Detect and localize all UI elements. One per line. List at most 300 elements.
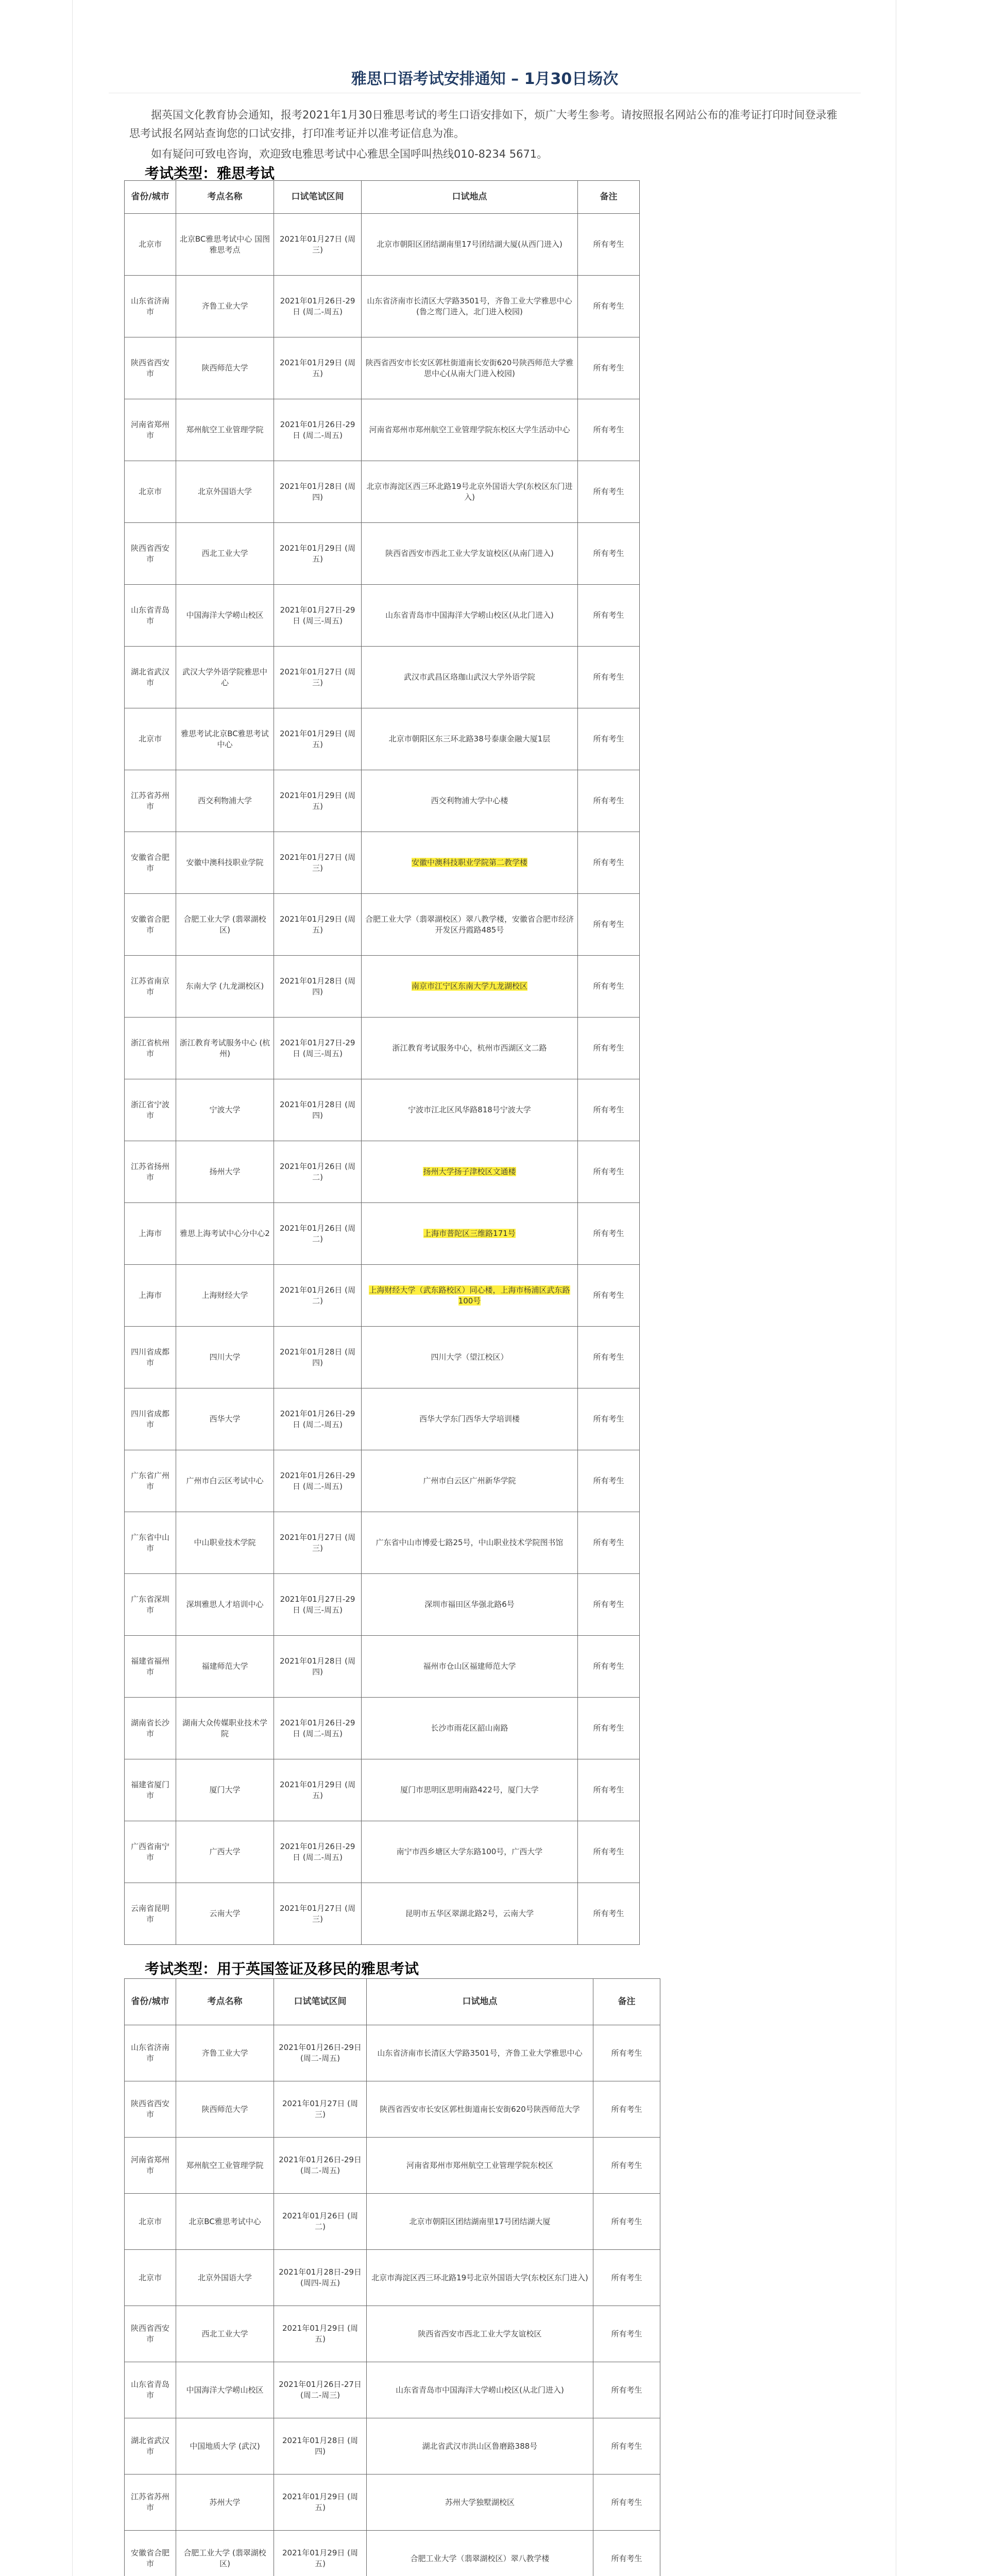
cell-text: 北京市 <box>138 2216 162 2226</box>
remark-cell <box>593 2194 660 2250</box>
table-row <box>125 1203 640 1265</box>
oral-test-location-cell <box>362 1203 578 1265</box>
remark-cell <box>593 2138 660 2194</box>
cell-text: 2021年01月26日-29日 (周二-周五) <box>280 419 355 440</box>
test-date-cell <box>274 1512 362 1574</box>
test-date-cell <box>274 2531 367 2576</box>
venue-name-cell <box>176 523 274 585</box>
oral-test-location-cell <box>362 1079 578 1141</box>
remark-cell <box>578 647 640 708</box>
venue-name-cell <box>176 647 274 708</box>
column-header: 考点名称 <box>176 1979 274 2025</box>
venue-name-cell <box>176 2081 274 2138</box>
cell-text: 北京市海淀区西三环北路19号北京外国语大学(东校区东门进入) <box>371 2273 588 2282</box>
venue-name-cell <box>176 276 274 337</box>
test-date-cell <box>274 2025 367 2081</box>
cell-text: 山东省青岛市中国海洋大学崂山校区(从北门进入) <box>396 2385 564 2395</box>
cell-text: 山东省济南市长清区大学路3501号，齐鲁工业大学雅思中心 <box>377 2048 583 2058</box>
cell-text: 中国海洋大学崂山校区 <box>186 2385 264 2395</box>
cell-text: 北京市朝阳区东三环北路38号泰康金融大厦1层 <box>388 734 551 743</box>
cell-text: 湖南大众传媒职业技术学院 <box>182 1718 267 1738</box>
cell-text: 2021年01月28日 (周四) <box>280 976 355 996</box>
oral-test-location-cell <box>362 1450 578 1512</box>
cell-text: 合肥工业大学 (翡翠湖校区) <box>183 2548 266 2568</box>
cell-text: 安徽中澳科技职业学院第二教学楼 <box>411 858 527 867</box>
cell-text: 西交利物浦大学中心楼 <box>431 796 508 805</box>
oral-test-location-cell <box>362 1883 578 1945</box>
cell-text: 所有考生 <box>593 734 624 743</box>
cell-text: 北京市 <box>138 2273 162 2282</box>
cell-text: 安徽省合肥市 <box>130 914 169 935</box>
cell-text: 2021年01月28日-29日 (周四-周五) <box>279 2267 362 2287</box>
cell-text: 福州市仓山区福建师范大学 <box>423 1662 516 1671</box>
remark-cell <box>578 337 640 399</box>
cell-text: 2021年01月28日 (周四) <box>282 2436 358 2456</box>
remark-cell <box>578 1821 640 1883</box>
province-city-cell <box>125 1450 176 1512</box>
test-date-cell <box>274 708 362 770</box>
province-city-cell <box>125 1141 176 1203</box>
venue-name-cell <box>176 1018 274 1079</box>
venue-name-cell <box>176 1574 274 1636</box>
table-row <box>125 2362 660 2418</box>
venue-name-cell <box>176 1512 274 1574</box>
cell-text: 陕西省西安市 <box>130 358 169 378</box>
remark-cell <box>578 1698 640 1759</box>
cell-text: 2021年01月28日 (周四) <box>280 1347 355 1367</box>
test-date-cell <box>274 1883 362 1945</box>
oral-test-location-cell <box>362 337 578 399</box>
cell-text: 上海财经大学（武东路校区）同心楼，上海市杨浦区武东路100号 <box>369 1285 570 1306</box>
oral-test-location-cell <box>362 770 578 832</box>
cell-text: 2021年01月26日-29日 (周二-周五) <box>280 1470 355 1491</box>
province-city-cell <box>125 523 176 585</box>
cell-text: 西交利物浦大学 <box>197 796 252 805</box>
test-date-cell <box>274 1759 362 1821</box>
cell-text: 四川大学（望江校区） <box>431 1352 508 1362</box>
oral-test-location-cell <box>362 1574 578 1636</box>
cell-text: 广西大学 <box>209 1847 241 1856</box>
cell-text: 广东省广州市 <box>130 1470 169 1491</box>
test-date-cell <box>274 399 362 461</box>
cell-text: 2021年01月26日-29日 (周二-周五) <box>279 2155 362 2175</box>
cell-text: 云南省昆明市 <box>130 1903 169 1924</box>
cell-text: 所有考生 <box>593 487 624 496</box>
oral-test-location-cell <box>362 1821 578 1883</box>
cell-text: 北京外国语大学 <box>197 2273 252 2282</box>
cell-text: 2021年01月29日 (周五) <box>282 2324 358 2344</box>
cell-text: 2021年01月26日 (周二) <box>280 1223 355 1244</box>
table-row <box>125 1883 640 1945</box>
test-date-cell <box>274 1698 362 1759</box>
remark-cell <box>578 1574 640 1636</box>
venue-name-cell <box>176 2531 274 2576</box>
venue-name-cell <box>176 770 274 832</box>
table-row <box>125 708 640 770</box>
cell-text: 宁波市江北区风华路818号宁波大学 <box>408 1105 531 1114</box>
remark-cell <box>578 585 640 647</box>
remark-cell <box>578 1265 640 1327</box>
cell-text: 2021年01月27日 (周三) <box>280 1903 355 1924</box>
cell-text: 宁波大学 <box>209 1105 241 1114</box>
cell-text: 2021年01月29日 (周五) <box>280 728 355 749</box>
remark-cell <box>578 1883 640 1945</box>
province-city-cell <box>125 832 176 894</box>
table-row <box>125 399 640 461</box>
remark-cell <box>578 1388 640 1450</box>
province-city-cell <box>125 1018 176 1079</box>
cell-text: 所有考生 <box>593 1785 624 1794</box>
table-row <box>125 894 640 956</box>
cell-text: 河南省郑州市 <box>130 2155 169 2175</box>
cell-text: 所有考生 <box>593 796 624 805</box>
column-header: 口试地点 <box>362 181 578 214</box>
table-row <box>125 585 640 647</box>
cell-text: 山东省青岛市 <box>130 2380 169 2400</box>
cell-text: 2021年01月29日 (周五) <box>282 2492 358 2512</box>
cell-text: 四川省成都市 <box>130 1409 169 1429</box>
cell-text: 北京外国语大学 <box>197 487 252 496</box>
test-date-cell <box>274 2194 367 2250</box>
cell-text: 所有考生 <box>611 2329 642 2338</box>
cell-text: 所有考生 <box>593 1476 624 1485</box>
cell-text: 2021年01月27日 (周三) <box>280 234 355 255</box>
oral-test-location-cell <box>367 2362 593 2418</box>
cell-text: 陕西省西安市长安区郭杜街道南长安街620号陕西师范大学 <box>380 2104 580 2114</box>
table-row <box>125 2138 660 2194</box>
column-header: 口试笔试区间 <box>274 181 362 214</box>
cell-text: 西华大学 <box>209 1414 241 1423</box>
cell-text: 雅思考试北京BC雅思考试中心 <box>181 728 269 749</box>
cell-text: 所有考生 <box>593 1043 624 1053</box>
remark-cell <box>578 1327 640 1388</box>
test-date-cell <box>274 647 362 708</box>
cell-text: 山东省青岛市中国海洋大学崂山校区(从北门进入) <box>385 611 554 620</box>
remark-cell <box>593 2531 660 2576</box>
oral-test-location-cell <box>362 832 578 894</box>
oral-test-location-cell <box>362 708 578 770</box>
test-date-cell <box>274 1574 362 1636</box>
oral-test-location-cell <box>362 214 578 276</box>
cell-text: 所有考生 <box>611 2497 642 2507</box>
ukvi-schedule-table <box>124 1978 660 2576</box>
oral-test-location-cell <box>362 894 578 956</box>
cell-text: 2021年01月27日 (周三) <box>280 1532 355 1553</box>
province-city-cell <box>125 770 176 832</box>
province-city-cell <box>125 2418 176 2475</box>
cell-text: 陕西省西安市西北工业大学友谊校区(从南门进入) <box>385 549 554 558</box>
cell-text: 所有考生 <box>611 2160 642 2170</box>
venue-name-cell <box>176 585 274 647</box>
cell-text: 2021年01月27日-29日 (周三-周五) <box>280 1594 355 1615</box>
cell-text: 山东省济南市 <box>130 296 169 316</box>
oral-test-location-cell <box>362 1388 578 1450</box>
cell-text: 所有考生 <box>593 1847 624 1856</box>
province-city-cell <box>125 956 176 1018</box>
test-date-cell <box>274 1327 362 1388</box>
cell-text: 南宁市西乡塘区大学东路100号，广西大学 <box>396 1847 543 1856</box>
oral-test-location-cell <box>367 2081 593 2138</box>
cell-text: 齐鲁工业大学 <box>201 2048 248 2058</box>
table-row <box>125 956 640 1018</box>
oral-test-location-cell <box>362 1265 578 1327</box>
province-city-cell <box>125 2250 176 2306</box>
cell-text: 深圳市福田区华强北路6号 <box>424 1600 515 1609</box>
venue-name-cell <box>176 2250 274 2306</box>
cell-text: 安徽省合肥市 <box>130 852 169 873</box>
cell-text: 所有考生 <box>593 611 624 620</box>
cell-text: 厦门大学 <box>209 1785 241 1794</box>
cell-text: 所有考生 <box>593 1414 624 1423</box>
cell-text: 合肥工业大学（翡翠湖校区）翠八教学楼 <box>410 2553 550 2563</box>
cell-text: 武汉市武昌区珞珈山武汉大学外语学院 <box>403 672 535 682</box>
cell-text: 所有考生 <box>593 920 624 929</box>
province-city-cell <box>125 585 176 647</box>
venue-name-cell <box>176 461 274 523</box>
cell-text: 所有考生 <box>593 1291 624 1300</box>
remark-cell <box>593 2475 660 2531</box>
cell-text: 所有考生 <box>593 858 624 867</box>
test-date-cell <box>274 1079 362 1141</box>
cell-text: 西华大学东门西华大学培训楼 <box>419 1414 520 1423</box>
cell-text: 陕西省西安市 <box>130 2099 169 2119</box>
province-city-cell <box>125 214 176 276</box>
test-date-cell <box>274 2306 367 2362</box>
oral-test-location-cell <box>362 276 578 337</box>
cell-text: 2021年01月29日 (周五) <box>282 2548 358 2568</box>
province-city-cell <box>125 2081 176 2138</box>
cell-text: 郑州航空工业管理学院 <box>186 425 264 434</box>
test-date-cell <box>274 585 362 647</box>
venue-name-cell <box>176 708 274 770</box>
table-row <box>125 214 640 276</box>
test-date-cell <box>274 2081 367 2138</box>
cell-text: 河南省郑州市郑州航空工业管理学院东校区 <box>406 2160 553 2170</box>
cell-text: 2021年01月29日 (周五) <box>280 358 355 378</box>
table-row <box>125 1512 640 1574</box>
cell-text: 所有考生 <box>593 1352 624 1362</box>
cell-text: 河南省郑州市 <box>130 419 169 440</box>
table-row <box>125 832 640 894</box>
province-city-cell <box>125 1821 176 1883</box>
cell-text: 湖北省武汉市 <box>130 2436 169 2456</box>
venue-name-cell <box>176 1759 274 1821</box>
test-date-cell <box>274 956 362 1018</box>
remark-cell <box>578 1512 640 1574</box>
test-date-cell <box>274 461 362 523</box>
cell-text: 所有考生 <box>593 1105 624 1114</box>
test-date-cell <box>274 1821 362 1883</box>
remark-cell <box>593 2362 660 2418</box>
cell-text: 合肥工业大学（翡翠湖校区）翠八教学楼，安徽省合肥市经济开发区丹霞路485号 <box>365 914 574 935</box>
column-header: 考点名称 <box>176 181 274 214</box>
page-container <box>72 0 896 2576</box>
cell-text: 陕西省西安市西北工业大学友谊校区 <box>418 2329 542 2338</box>
remark-cell <box>578 956 640 1018</box>
oral-test-location-cell <box>367 2138 593 2194</box>
province-city-cell <box>125 1512 176 1574</box>
table-row <box>125 1388 640 1450</box>
cell-text: 浙江教育考试服务中心 (杭州) <box>179 1038 270 1058</box>
province-city-cell <box>125 1759 176 1821</box>
province-city-cell <box>125 1265 176 1327</box>
cell-text: 北京市 <box>138 487 162 496</box>
province-city-cell <box>125 276 176 337</box>
cell-text: 所有考生 <box>611 2553 642 2563</box>
remark-cell <box>593 2306 660 2362</box>
cell-text: 北京BC雅思考试中心 <box>189 2216 261 2226</box>
test-date-cell <box>274 1265 362 1327</box>
test-date-cell <box>274 2250 367 2306</box>
cell-text: 所有考生 <box>593 549 624 558</box>
cell-text: 2021年01月29日 (周五) <box>280 790 355 811</box>
venue-name-cell <box>176 1388 274 1450</box>
venue-name-cell <box>176 1327 274 1388</box>
test-date-cell <box>274 1018 362 1079</box>
cell-text: 山东省济南市 <box>130 2043 169 2063</box>
oral-test-location-cell <box>367 2531 593 2576</box>
test-date-cell <box>274 1450 362 1512</box>
cell-text: 所有考生 <box>593 1229 624 1238</box>
cell-text: 江苏省苏州市 <box>130 2492 169 2512</box>
cell-text: 北京市朝阳区团结湖南里17号团结湖大厦 <box>409 2216 551 2226</box>
cell-text: 东南大学 (九龙湖校区) <box>185 981 264 991</box>
cell-text: 北京BC雅思考试中心 国图雅思考点 <box>179 234 270 255</box>
table-row <box>125 2306 660 2362</box>
table-row <box>125 1265 640 1327</box>
cell-text: 2021年01月26日-29日 (周二-周五) <box>280 1409 355 1429</box>
table-row <box>125 1636 640 1698</box>
oral-test-location-cell <box>362 461 578 523</box>
table-row <box>125 276 640 337</box>
cell-text: 2021年01月28日 (周四) <box>280 1099 355 1120</box>
oral-test-location-cell <box>367 2250 593 2306</box>
cell-text: 苏州大学 <box>209 2497 241 2507</box>
section-title-ielts: 考试类型：雅思考试 <box>145 165 275 182</box>
cell-text: 河南省郑州市郑州航空工业管理学院东校区大学生活动中心 <box>369 425 570 434</box>
province-city-cell <box>125 337 176 399</box>
oral-test-location-cell <box>362 1636 578 1698</box>
cell-text: 所有考生 <box>593 363 624 372</box>
cell-text: 山东省青岛市 <box>130 605 169 625</box>
cell-text: 上海市 <box>138 1291 162 1300</box>
cell-text: 云南大学 <box>209 1909 241 1918</box>
cell-text: 2021年01月26日 (周二) <box>280 1161 355 1182</box>
cell-text: 所有考生 <box>593 1538 624 1547</box>
table-row <box>125 2418 660 2475</box>
oral-test-location-cell <box>367 2025 593 2081</box>
cell-text: 2021年01月26日-29日 (周二-周五) <box>279 2043 362 2063</box>
oral-test-location-cell <box>367 2306 593 2362</box>
province-city-cell <box>125 2306 176 2362</box>
column-header: 口试笔试区间 <box>274 1979 367 2025</box>
remark-cell <box>578 399 640 461</box>
oral-test-location-cell <box>362 399 578 461</box>
oral-test-location-cell <box>362 523 578 585</box>
remark-cell <box>578 832 640 894</box>
cell-text: 郑州航空工业管理学院 <box>186 2160 264 2170</box>
cell-text: 福建师范大学 <box>201 1662 248 1671</box>
cell-text: 2021年01月28日 (周四) <box>280 481 355 502</box>
cell-text: 广东省中山市 <box>130 1532 169 1553</box>
cell-text: 浙江省杭州市 <box>130 1038 169 1058</box>
remark-cell <box>578 1759 640 1821</box>
cell-text: 广州市白云区广州新华学院 <box>423 1476 516 1485</box>
table-row <box>125 2081 660 2138</box>
cell-text: 广州市白云区考试中心 <box>186 1476 264 1485</box>
column-header: 省份/城市 <box>125 181 176 214</box>
venue-name-cell <box>176 894 274 956</box>
cell-text: 江苏省扬州市 <box>130 1161 169 1182</box>
cell-text: 所有考生 <box>593 1600 624 1609</box>
cell-text: 北京市 <box>138 734 162 743</box>
column-header: 备注 <box>593 1979 660 2025</box>
province-city-cell <box>125 1388 176 1450</box>
table-row <box>125 1698 640 1759</box>
cell-text: 2021年01月27日 (周三) <box>282 2099 358 2119</box>
remark-cell <box>578 708 640 770</box>
cell-text: 2021年01月26日-29日 (周二-周五) <box>280 1841 355 1862</box>
cell-text: 2021年01月27日-29日 (周三-周五) <box>280 1038 355 1058</box>
oral-test-location-cell <box>362 1141 578 1203</box>
cell-text: 2021年01月28日 (周四) <box>280 1656 355 1676</box>
cell-text: 浙江教育考试服务中心，杭州市西湖区文二路 <box>392 1043 547 1053</box>
table-row <box>125 523 640 585</box>
cell-text: 江苏省南京市 <box>130 976 169 996</box>
cell-text: 所有考生 <box>611 2273 642 2282</box>
cell-text: 昆明市五华区翠湖北路2号，云南大学 <box>405 1909 534 1918</box>
table-row <box>125 2250 660 2306</box>
province-city-cell <box>125 2138 176 2194</box>
cell-text: 2021年01月26日 (周二) <box>280 1285 355 1306</box>
remark-cell <box>593 2081 660 2138</box>
cell-text: 深圳雅思人才培训中心 <box>186 1600 264 1609</box>
cell-text: 广西省南宁市 <box>130 1841 169 1862</box>
venue-name-cell <box>176 1265 274 1327</box>
cell-text: 厦门市思明区思明南路422号，厦门大学 <box>400 1785 539 1794</box>
cell-text: 中山职业技术学院 <box>194 1538 256 1547</box>
venue-name-cell <box>176 2418 274 2475</box>
cell-text: 2021年01月29日 (周五) <box>280 543 355 564</box>
table-row <box>125 2475 660 2531</box>
province-city-cell <box>125 1636 176 1698</box>
test-date-cell <box>274 337 362 399</box>
cell-text: 所有考生 <box>593 672 624 682</box>
cell-text: 2021年01月26日 (周二) <box>282 2211 358 2231</box>
venue-name-cell <box>176 2025 274 2081</box>
province-city-cell <box>125 1327 176 1388</box>
cell-text: 2021年01月29日 (周五) <box>280 914 355 935</box>
oral-test-location-cell <box>367 2418 593 2475</box>
oral-test-location-cell <box>362 956 578 1018</box>
oral-test-location-cell <box>367 2475 593 2531</box>
cell-text: 雅思上海考试中心分中心2 <box>180 1229 270 1238</box>
remark-cell <box>578 894 640 956</box>
venue-name-cell <box>176 337 274 399</box>
remark-cell <box>578 214 640 276</box>
cell-text: 2021年01月27日-29日 (周三-周五) <box>280 605 355 625</box>
province-city-cell <box>125 399 176 461</box>
cell-text: 北京市朝阳区团结湖南里17号团结湖大厦(从西门进入) <box>377 240 562 249</box>
cell-text: 中国地质大学 (武汉) <box>190 2441 260 2451</box>
cell-text: 湖南省长沙市 <box>130 1718 169 1738</box>
cell-text: 合肥工业大学 (翡翠湖校区) <box>183 914 266 935</box>
test-date-cell <box>274 770 362 832</box>
cell-text: 2021年01月27日 (周三) <box>280 852 355 873</box>
cell-text: 扬州大学扬子津校区文通楼 <box>423 1167 516 1176</box>
remark-cell <box>593 2418 660 2475</box>
cell-text: 广东省深圳市 <box>130 1594 169 1615</box>
